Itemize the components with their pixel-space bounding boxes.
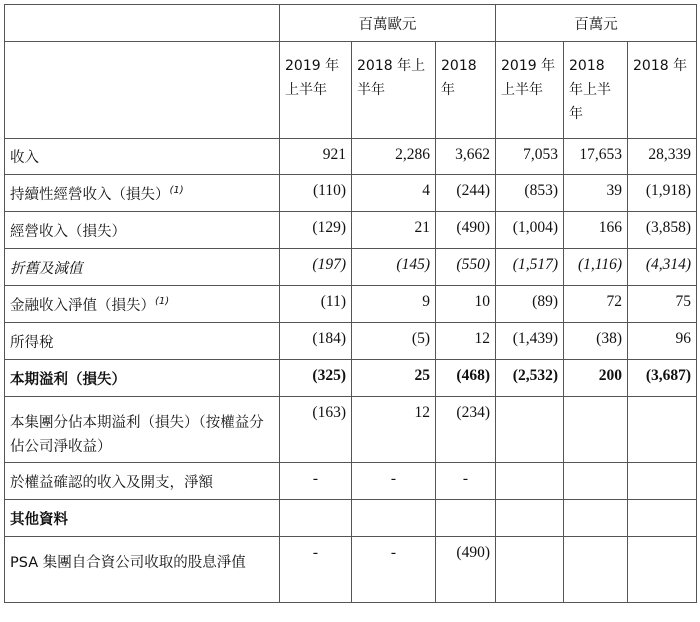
- cell-value: (2,532): [496, 360, 564, 397]
- footnote-marker: (1): [169, 184, 184, 196]
- row-label: 金融收入淨值（損失）$^{(1)}$: [5, 286, 280, 323]
- cell-value: (1,517): [496, 249, 564, 286]
- row-label: 本期溢利（損失）: [5, 360, 280, 397]
- footnote-marker: (1): [155, 295, 170, 307]
- cell-value: (1,918): [628, 175, 697, 212]
- cell-value: [628, 537, 697, 603]
- column-header: 2018 年上半年: [352, 42, 436, 139]
- cell-value: 12: [352, 397, 436, 463]
- cell-value: 921: [280, 139, 352, 175]
- cell-value: 25: [352, 360, 436, 397]
- row-label: 經營收入（損失）: [5, 212, 280, 249]
- column-header: 2019 年上半年: [280, 42, 352, 139]
- cell-value: (1,004): [496, 212, 564, 249]
- cell-value: (468): [436, 360, 496, 397]
- table-row: [5, 249, 697, 286]
- row-label: 持續性經營收入（損失）$^{(1)}$: [5, 175, 280, 212]
- table-row: [5, 139, 697, 175]
- cell-value: (1,116): [564, 249, 628, 286]
- table-row: [5, 360, 697, 397]
- cell-value: 75: [628, 286, 697, 323]
- cell-value: 72: [564, 286, 628, 323]
- cell-value: 200: [564, 360, 628, 397]
- row-label: 其他資料: [5, 500, 280, 537]
- cell-value: -: [280, 537, 352, 603]
- row-label: 所得稅: [5, 323, 280, 360]
- cell-value: (550): [436, 249, 496, 286]
- table-row: [5, 397, 697, 463]
- row-label: PSA 集團自合資公司收取的股息淨值: [5, 537, 280, 603]
- cell-value: 28,339: [628, 139, 697, 175]
- cell-value: (145): [352, 249, 436, 286]
- row-label: 本集團分佔本期溢利（損失）（按權益分佔公司淨收益）: [5, 397, 280, 463]
- cell-value: (490): [436, 537, 496, 603]
- cell-value: -: [436, 463, 496, 500]
- cell-value: 96: [628, 323, 697, 360]
- cell-value: 21: [352, 212, 436, 249]
- cell-value: [352, 500, 436, 537]
- cell-value: 10: [436, 286, 496, 323]
- column-header: 2018年: [436, 42, 496, 139]
- cell-value: (4,314): [628, 249, 697, 286]
- cell-value: (89): [496, 286, 564, 323]
- cell-value: (490): [436, 212, 496, 249]
- cell-value: 2,286: [352, 139, 436, 175]
- header-group-rmb: 百萬元: [496, 5, 697, 42]
- cell-value: (3,858): [628, 212, 697, 249]
- cell-value: (325): [280, 360, 352, 397]
- table-row: [5, 323, 697, 360]
- cell-value: [280, 500, 352, 537]
- table-row: [5, 175, 697, 212]
- cell-value: [564, 463, 628, 500]
- column-header: 2019 年 上半年: [496, 42, 564, 139]
- table-row: [5, 500, 697, 537]
- header-group-row: [5, 5, 697, 42]
- cell-value: (1,439): [496, 323, 564, 360]
- cell-value: [496, 500, 564, 537]
- column-header: 2018 年: [628, 42, 697, 139]
- header-corner-sub: [5, 42, 280, 139]
- cell-value: [496, 463, 564, 500]
- table-row: [5, 463, 697, 500]
- cell-value: [496, 397, 564, 463]
- cell-value: [496, 537, 564, 603]
- cell-value: (184): [280, 323, 352, 360]
- cell-value: (11): [280, 286, 352, 323]
- cell-value: 3,662: [436, 139, 496, 175]
- cell-value: (853): [496, 175, 564, 212]
- cell-value: 166: [564, 212, 628, 249]
- cell-value: (3,687): [628, 360, 697, 397]
- cell-value: -: [352, 537, 436, 603]
- cell-value: 7,053: [496, 139, 564, 175]
- header-corner: [5, 5, 280, 42]
- cell-value: [628, 463, 697, 500]
- cell-value: 39: [564, 175, 628, 212]
- cell-value: -: [352, 463, 436, 500]
- table-row: [5, 212, 697, 249]
- cell-value: [628, 397, 697, 463]
- row-label: 收入: [5, 139, 280, 175]
- header-column-row: [5, 42, 697, 139]
- cell-value: (129): [280, 212, 352, 249]
- cell-value: (38): [564, 323, 628, 360]
- financial-table: [4, 4, 697, 603]
- row-label: 於權益確認的收入及開支，淨額: [5, 463, 280, 500]
- cell-value: [564, 537, 628, 603]
- cell-value: 9: [352, 286, 436, 323]
- cell-value: -: [280, 463, 352, 500]
- cell-value: (5): [352, 323, 436, 360]
- cell-value: (197): [280, 249, 352, 286]
- cell-value: 12: [436, 323, 496, 360]
- row-label: 折舊及減值: [5, 249, 280, 286]
- table-row: [5, 286, 697, 323]
- cell-value: (244): [436, 175, 496, 212]
- cell-value: (110): [280, 175, 352, 212]
- cell-value: [628, 500, 697, 537]
- cell-value: [564, 500, 628, 537]
- cell-value: (163): [280, 397, 352, 463]
- column-header: 2018 年上半年: [564, 42, 628, 139]
- cell-value: [436, 500, 496, 537]
- header-group-eur: 百萬歐元: [280, 5, 496, 42]
- table-row: [5, 537, 697, 603]
- cell-value: 17,653: [564, 139, 628, 175]
- cell-value: (234): [436, 397, 496, 463]
- cell-value: [564, 397, 628, 463]
- cell-value: 4: [352, 175, 436, 212]
